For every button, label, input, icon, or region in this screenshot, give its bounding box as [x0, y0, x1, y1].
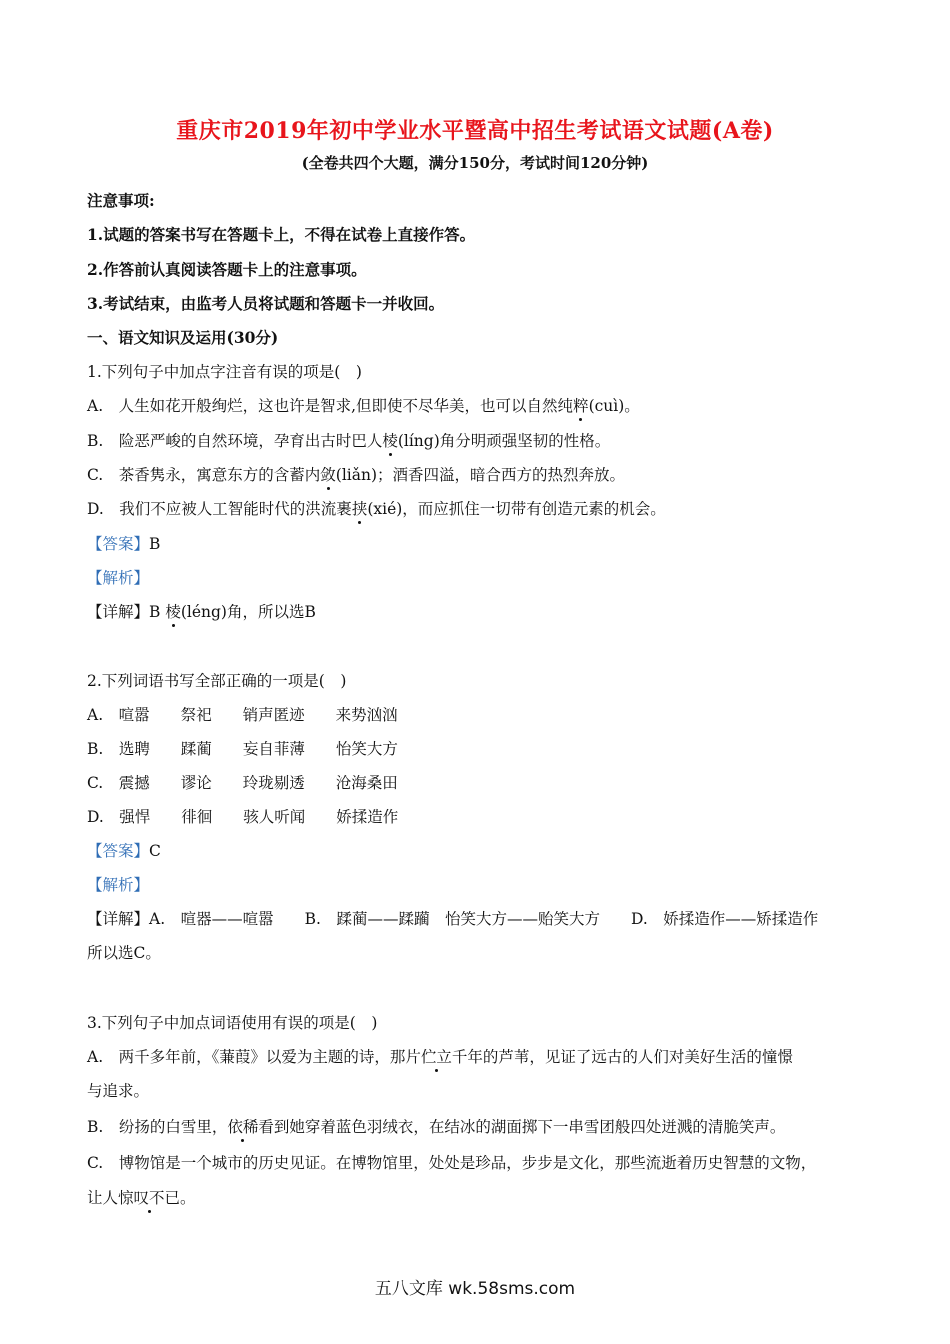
analysis-tag: 【解析】	[87, 569, 150, 587]
option-d: D. 强悍 徘徊 骇人听闻 娇揉造作	[87, 808, 399, 826]
option-c	[87, 464, 625, 486]
option-text: (xié)，而应抓住一切带有创造元素的机会。	[367, 500, 666, 518]
dotted-char: 粹	[573, 397, 589, 415]
question-stem: 2.下列词语书写全部正确的一项是( )	[87, 672, 347, 690]
notice-item: 1.试题的答案书写在答题卡上，不得在试卷上直接作答。	[87, 225, 476, 244]
notice-item: 2.作答前认真阅读答题卡上的注意事项。	[87, 260, 367, 279]
option-c-continued	[87, 1187, 196, 1209]
analysis-tag: 【解析】	[87, 876, 150, 894]
option-b	[87, 430, 610, 452]
option-text: 。	[180, 1189, 196, 1207]
dotted-word: 伫立	[420, 1048, 452, 1066]
option-text: 让人	[87, 1189, 119, 1207]
dotted-char: 敛	[320, 466, 336, 484]
exam-subtitle: (全卷共四个大题，满分150分，考试时间120分钟)	[301, 154, 649, 172]
option-text: D. 我们不应被人工智能时代的洪流裹	[87, 500, 352, 518]
dotted-word: 依稀	[227, 1118, 259, 1136]
option-text: B. 纷扬的白雪里，	[87, 1118, 228, 1136]
option-text: (cuì)。	[588, 397, 640, 415]
option-a-continued: 与追求。	[87, 1082, 150, 1100]
option-text: A. 两千多年前，《蒹葭》以爱为主题的诗，那片	[87, 1048, 421, 1066]
option-text: (líng)角分明顽强坚韧的性格。	[397, 432, 611, 450]
option-text: A. 人生如花开般绚烂，这也许是智求,但即使不尽华美，也可以自然纯	[87, 397, 574, 415]
dotted-char: 棱	[165, 603, 181, 621]
question-stem: 3.下列句子中加点词语使用有误的项是( )	[87, 1014, 378, 1032]
option-text: C. 茶香隽永，寓意东方的含蓄内	[87, 466, 321, 484]
option-c: C. 博物馆是一个城市的历史见证。在博物馆里，处处是珍品，步步是文化，那些流逝着历史智慧的文物，	[87, 1154, 817, 1172]
option-text: 看到她穿着蓝色羽绒衣，在结冰的湖面掷下一串雪团般四处迸溅的清脆笑声。	[258, 1118, 786, 1136]
option-d	[87, 498, 666, 520]
answer-tag: 【答案】	[87, 535, 150, 553]
option-text: 千年的芦苇，见证了远古的人们对美好生活的憧憬	[451, 1048, 793, 1066]
dotted-word: 惊叹不已	[118, 1189, 181, 1207]
option-c: C. 震撼 谬论 玲珑剔透 沧海桑田	[87, 774, 398, 792]
detail-line: 【详解】A. 喧器——喧嚣 B. 蹂蔺——蹂躏 怡笑大方——贻笑大方 D. 娇揉造作——矫揉造作	[87, 910, 819, 928]
detail-line: 所以选C。	[87, 944, 161, 962]
dotted-char: 挟	[351, 500, 368, 518]
answer-line	[87, 840, 161, 862]
option-text: (liǎn)；酒香四溢，暗合西方的热烈奔放。	[335, 466, 625, 484]
option-b: B. 选聘 蹂蔺 妄自菲薄 怡笑大方	[87, 740, 398, 758]
answer-value: C	[149, 842, 161, 860]
answer-tag: 【答案】	[87, 842, 150, 860]
dotted-char: 棱	[382, 432, 398, 450]
option-b	[87, 1116, 785, 1138]
answer-value: B	[149, 535, 161, 553]
option-a: A. 喧嚣 祭祀 销声匿迹 来势汹汹	[87, 706, 398, 724]
footer-watermark: 五八文库 wk.58sms.com	[374, 1279, 576, 1299]
notice-heading: 注意事项:	[87, 191, 155, 210]
notice-item: 3.考试结束，由监考人员将试题和答题卡一并收回。	[87, 294, 445, 313]
section-heading: 一、语文知识及运用(30分)	[87, 328, 279, 347]
page-title: 重庆市2019年初中学业水平暨高中招生考试语文试题(A卷)	[176, 118, 774, 144]
detail-text: (léng)角，所以选B	[180, 603, 316, 621]
option-text: B. 险恶严峻的自然环境，孕育出古时巴人	[87, 432, 383, 450]
detail-text: 【详解】B	[87, 603, 166, 621]
option-a	[87, 395, 640, 417]
question-stem: 1.下列句子中加点字注音有误的项是( )	[87, 363, 362, 381]
detail-line	[87, 601, 316, 623]
option-a	[87, 1046, 793, 1068]
answer-line	[87, 533, 160, 555]
